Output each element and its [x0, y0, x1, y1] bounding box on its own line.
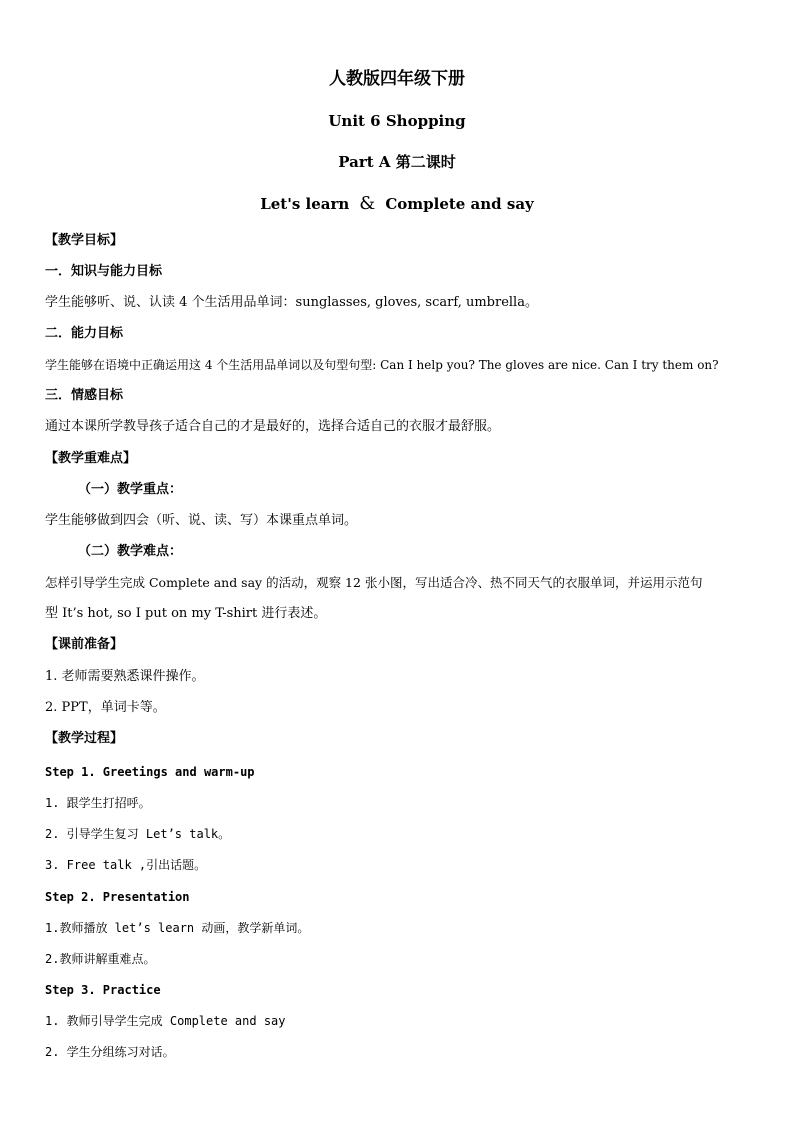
difficult-point-line-1: 怎样引导学生完成 Complete and say 的活动，观察 12 张小图，写出适合冷、热不同天气的衣服单词，并运用示范句: [45, 575, 703, 590]
key-points-heading: 【教学重难点】: [45, 451, 137, 466]
difficult-point-line-2: 型 It’s hot, so I put on my T-shirt 进行表述。: [45, 606, 327, 621]
prep-heading: 【课前准备】: [45, 637, 124, 652]
goal-3-text: 通过本课所学教导孩子适合自己的才是最好的，选择合适自己的衣服才最舒服。: [45, 419, 501, 434]
goal-3-title: 三．情感目标: [45, 388, 124, 403]
lesson-title: [0, 194, 794, 214]
lesson-title-right: Complete and say: [385, 195, 534, 213]
step-2-title: Step 2. Presentation: [45, 890, 190, 904]
lesson-title-amp: &: [359, 193, 376, 214]
process-heading: 【教学过程】: [45, 731, 124, 746]
goal-1-title: 一．知识与能力目标: [45, 264, 163, 279]
goal-1-text: 学生能够听、说、认读 4 个生活用品单词：sunglasses, gloves, scarf, umbrella。: [45, 295, 538, 310]
step-1-item: 3. Free talk ,引出话题。: [45, 858, 207, 872]
goal-2-title: 二．能力目标: [45, 326, 124, 341]
key-point-text: 学生能够做到四会（听、说、读、写）本课重点单词。: [45, 513, 358, 528]
step-2-item: 2.教师讲解重难点。: [45, 952, 156, 966]
goal-2-text: 学生能够在语境中正确运用这 4 个生活用品单词以及句型句型: Can I help you? The gloves are nice. Can I try them on?: [45, 358, 719, 372]
step-1-title: Step 1. Greetings and warm-up: [45, 765, 255, 779]
step-3-title: Step 3. Practice: [45, 983, 161, 997]
step-2-item: 1.教师播放 let’s learn 动画，教学新单词。: [45, 921, 310, 935]
prep-item-1: 1. 老师需要熟悉课件操作。: [45, 669, 205, 684]
key-point-title: （一）教学重点：: [78, 482, 183, 497]
step-1-item: 2. 引导学生复习 Let’s talk。: [45, 827, 231, 841]
step-3-item: 1. 教师引导学生完成 Complete and say: [45, 1014, 286, 1028]
part-title: Part A 第二课时: [338, 153, 456, 171]
lesson-title-left: Let's learn: [260, 195, 350, 213]
document-title: 人教版四年级下册: [329, 69, 465, 89]
step-3-item: 2. 学生分组练习对话。: [45, 1045, 175, 1059]
step-1-item: 1. 跟学生打招呼。: [45, 796, 151, 810]
difficult-point-title: （二）教学难点：: [78, 544, 183, 559]
prep-item-2: 2. PPT，单词卡等。: [45, 700, 166, 715]
unit-title: Unit 6 Shopping: [328, 112, 466, 130]
goals-heading: 【教学目标】: [45, 233, 124, 248]
